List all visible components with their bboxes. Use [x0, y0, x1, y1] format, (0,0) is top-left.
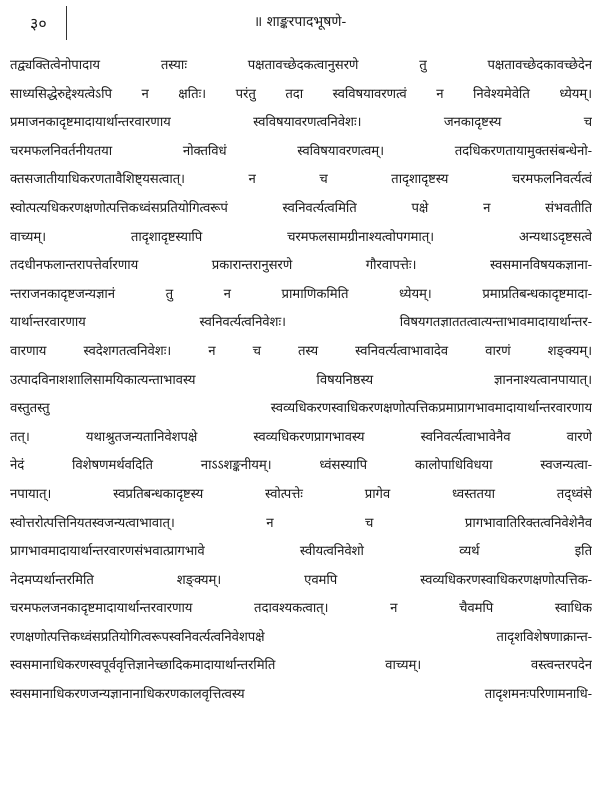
text-line: उत्पादविनाशशालिसामयिकात्यन्ताभावस्य विषयनिष्ठस्य ज्ञाननाश्यत्वानपायात्। [10, 372, 592, 388]
text-line: चरमफलनिवर्तनीयतया नोक्तविधं स्वविषयावरणत्वम्। तदधिकरणतायामुक्तसंबन्धेनो- [10, 143, 592, 159]
text-line: नपायात्। स्वप्रतिबन्धकादृष्टस्य स्वोत्पत्तेः प्रागेव ध्वस्ततया तद्ध्वंसे [10, 486, 592, 502]
text-line: वाच्यम्। तादृशादृष्टस्यापि चरमफलसामग्रीनाश्यत्वोपगमात्। अन्यथाऽदृष्टसत्वे [10, 229, 592, 245]
text-line: नेदं विशेषणमर्थवदिति नाऽऽशङ्कनीयम्। ध्वंसस्यापि कालोपाधिविधया स्वजन्यत्वा- [10, 458, 592, 474]
text-line: वस्तुतस्तु स्वव्यधिकरणस्वाधिकरणक्षणोत्पत्तिकप्रमाप्रागभावमादायार्थान्तरवारणाय [10, 401, 592, 417]
text-line: यार्थान्तरवारणाय स्वनिवर्त्यत्वनिवेशः। विषयगतज्ञाततत्वात्यन्ताभावमादायार्थान्तर- [10, 315, 592, 331]
page-number: ३० [30, 14, 47, 33]
page-header [0, 0, 600, 50]
running-head: ॥ शाङ्करपादभूषणे- [253, 14, 347, 30]
body-text [10, 52, 592, 710]
text-line: वारणाय स्वदेशगतत्वनिवेशः। न च तस्य स्वनिवर्त्यत्वाभावादेव वारणं शङ्क्यम्। [10, 343, 592, 359]
text-line: तत्। यथाश्रुतजन्यतानिवेशपक्षे स्वव्यधिकरणप्रागभावस्य स्वनिवर्त्यत्वाभावेनैव वारणे [10, 429, 592, 445]
text-line: रणक्षणोत्पत्तिकध्वंसप्रतियोगित्वरूपस्वनिवर्त्यत्वनिवेशपक्षे तादृशविशेषणाक्रान्त- [10, 629, 592, 645]
text-line: प्रमाजनकादृष्टमादायार्थान्तरवारणाय स्वविषयावरणत्वनिवेशः। जनकादृष्टस्य च [10, 115, 592, 131]
text-line: प्रागभावमादायार्थान्तरवारणसंभवात्प्रागभावे स्वीयत्वनिवेशो व्यर्थ इति [10, 544, 592, 560]
text-line: स्वोत्तरोत्पत्तिनियतस्वजन्यत्वाभावात्। न च प्रागभावातिरिक्तत्वनिवेशेनैव [10, 515, 592, 531]
text-line: साध्यसिद्धेरुद्देश्यत्वेऽपि न क्षतिः। परंतु तदा स्वविषयावरणत्वं न निवेश्यमेवेति ध्येयम्। [10, 86, 592, 102]
text-line: न्तराजनकादृष्टजन्यज्ञानं तु न प्रामाणिकमिति ध्येयम्। प्रमाप्रतिबन्धकादृष्टमादा- [10, 286, 592, 302]
text-line: स्वसमानाधिकरणस्वपूर्ववृत्तिज्ञानेच्छादिकमादायार्थान्तरमिति वाच्यम्। वस्त्वन्तरपदेन [10, 658, 592, 674]
text-line: नेदमप्यर्थान्तरमिति शङ्क्यम्। एवमपि स्वव्यधिकरणस्वाधिकरणक्षणोत्पत्तिक- [10, 572, 592, 588]
text-line: तदधीनफलान्तरापत्तेर्वारणाय प्रकारान्तरानुसरणे गौरवापत्तेः। स्वसमानविषयकज्ञाना- [10, 258, 592, 274]
text-line: स्वोत्पत्यधिकरणक्षणोत्पत्तिकध्वंसप्रतियोगित्वरूपं स्वनिवर्त्यत्वमिति पक्षे न संभवतीति [10, 200, 592, 216]
text-line: क्तसजातीयाधिकरणतावैशिष्ट्यसत्वात्। न च तादृशादृष्टस्य चरमफलनिवर्त्यत्वं [10, 172, 592, 188]
text-line: स्वसमानाधिकरणजन्यज्ञानानाधिकरणकालवृत्तित्वस्य तादृशमनःपरिणामनाधि- [10, 687, 592, 703]
text-line: तद्व्यक्तित्वेनोपादाय तस्याः पक्षतावच्छेदकत्वानुसरणे तु पक्षतावच्छेदकावच्छेदेन [10, 58, 592, 73]
text-line: चरमफलजनकादृष्टमादायार्थान्तरवारणाय तदावश्यकत्वात्। न चैवमपि स्वाधिक [10, 601, 592, 617]
